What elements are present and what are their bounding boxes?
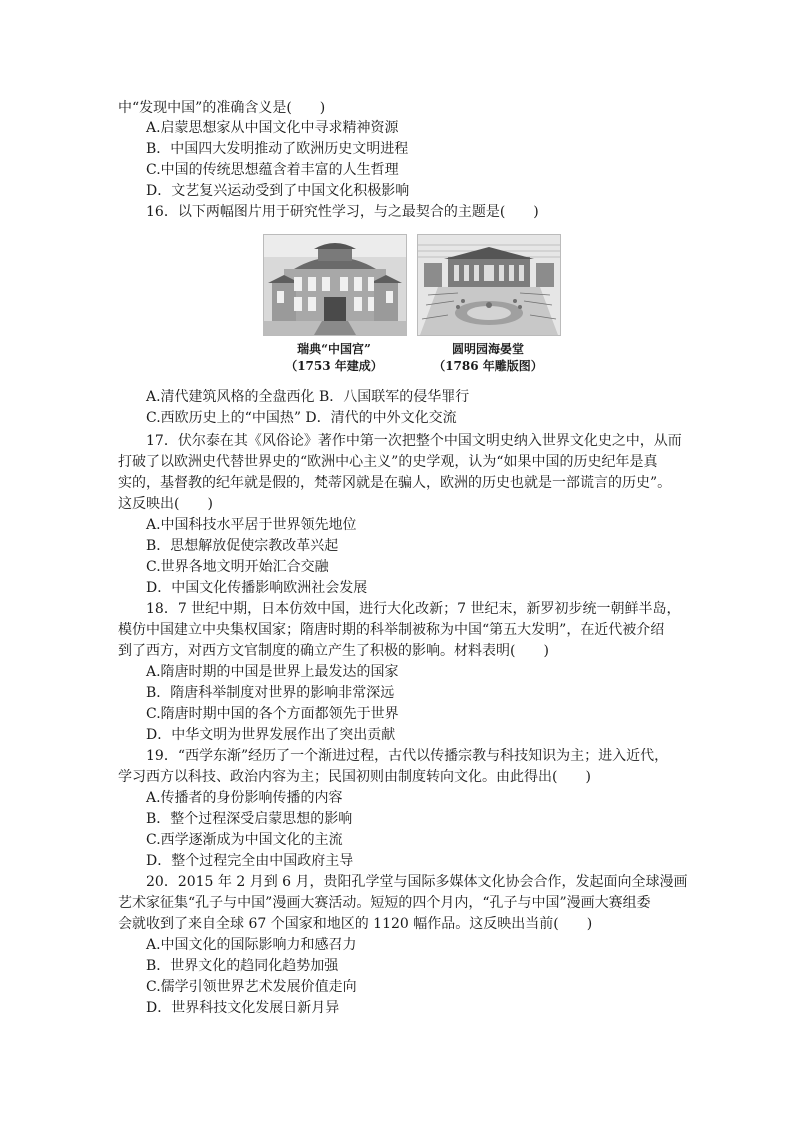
q19-option-d: D．整个过程完全由中国政府主导: [146, 853, 354, 869]
q17-option-d: D．中国文化传播影响欧洲社会发展: [146, 580, 368, 596]
q20-option-b: B．世界文化的趋同化趋势加强: [146, 958, 339, 974]
q20-stem-line3: 会就收到了来自全球 67 个国家和地区的 1120 幅作品。这反映出当前( ): [118, 916, 593, 932]
q18-stem-line3: 到了西方，对西方文官制度的确立产生了积极的影响。材料表明( ): [118, 643, 549, 659]
figure-haiyantang-engraving: [417, 234, 561, 336]
q15-option-a: A.启蒙思想家从中国文化中寻求精神资源: [146, 120, 399, 136]
q19-stem-line1: 19．“西学东渐”经历了一个渐进过程，古代以传播宗教与科技知识为主；进入近代，: [146, 748, 669, 764]
figure2-caption-title: 圆明园海晏堂: [451, 342, 524, 356]
figure2-caption-date: （1786 年雕版图）: [433, 359, 543, 373]
q17-option-c: C.世界各地文明开始汇合交融: [146, 559, 329, 575]
q17-stem-line3: 实的，基督教的纪年就是假的，梵蒂冈就是在骗人，欧洲的历史也就是一部谎言的历史”。: [118, 475, 672, 491]
q19-option-c: C.西学逐渐成为中国文化的主流: [146, 832, 343, 848]
q15-option-b: B．中国四大发明推动了欧洲历史文明进程: [146, 141, 409, 157]
q20-option-d: D．世界科技文化发展日新月异: [146, 1000, 340, 1016]
q20-stem-line2: 艺术家征集“孔子与中国”漫画大赛活动。短短的四个月内，“孔子与中国”漫画大赛组委: [118, 895, 651, 911]
q15-option-c: C.中国的传统思想蕴含着丰富的人生哲理: [146, 162, 399, 178]
haiyantang-engraving: [418, 235, 560, 335]
q17-stem-line4: 这反映出( ): [118, 496, 213, 512]
figure-swedish-china-palace: [263, 234, 407, 336]
q20-option-c: C.儒学引领世界艺术发展价值走向: [146, 979, 357, 995]
q18-option-c: C.隋唐时期中国的各个方面都领先于世界: [146, 706, 399, 722]
figure1-caption-title: 瑞典“中国宫”: [297, 342, 371, 356]
q16-options-ab: A.清代建筑风格的全盘西化 B．八国联军的侵华罪行: [146, 389, 470, 405]
figure1-caption-date: （1753 年建成）: [285, 359, 383, 373]
q19-option-b: B．整个过程深受启蒙思想的影响: [146, 811, 353, 827]
q19-stem-line2: 学习西方以科技、政治内容为主；民国初则由制度转向文化。由此得出( ): [118, 769, 591, 785]
q18-option-b: B．隋唐科举制度对世界的影响非常深远: [146, 685, 395, 701]
q17-option-a: A.中国科技水平居于世界领先地位: [146, 517, 357, 533]
q18-option-a: A.隋唐时期的中国是世界上最发达的国家: [146, 664, 399, 680]
q17-stem-line2: 打破了以欧洲史代替世界史的“欧洲中心主义”的史学观，认为“如果中国的历史纪年是真: [118, 454, 658, 470]
q19-option-a: A.传播者的身份影响传播的内容: [146, 790, 343, 806]
q16-options-cd: C.西欧历史上的“中国热” D．清代的中外文化交流: [146, 410, 457, 426]
q18-stem-line1: 18．7 世纪中期，日本仿效中国，进行大化改新；7 世纪末，新罗初步统一朝鲜半岛，: [146, 601, 681, 617]
q15-option-d: D．文艺复兴运动受到了中国文化积极影响: [146, 183, 410, 199]
q17-option-b: B．思想解放促使宗教改革兴起: [146, 538, 339, 554]
q20-stem-line1: 20．2015 年 2 月到 6 月，贵阳孔学堂与国际多媒体文化协会合作，发起面向全球漫画: [146, 874, 688, 890]
q20-option-a: A.中国文化的国际影响力和感召力: [146, 937, 357, 953]
china-palace-photo: [264, 235, 406, 335]
q17-stem-line1: 17．伏尔泰在其《风俗论》著作中第一次把整个中国文明史纳入世界文化史之中，从而: [146, 433, 682, 449]
q16-stem: 16．以下两幅图片用于研究性学习，与之最契合的主题是( ): [146, 204, 539, 220]
q18-option-d: D．中华文明为世界发展作出了突出贡献: [146, 727, 396, 743]
q15-stem: 中“发现中国”的准确含义是( ): [118, 100, 326, 116]
q18-stem-line2: 模仿中国建立中央集权国家；隋唐时期的科举制被称为中国“第五大发明”，在近代被介绍: [118, 622, 665, 638]
